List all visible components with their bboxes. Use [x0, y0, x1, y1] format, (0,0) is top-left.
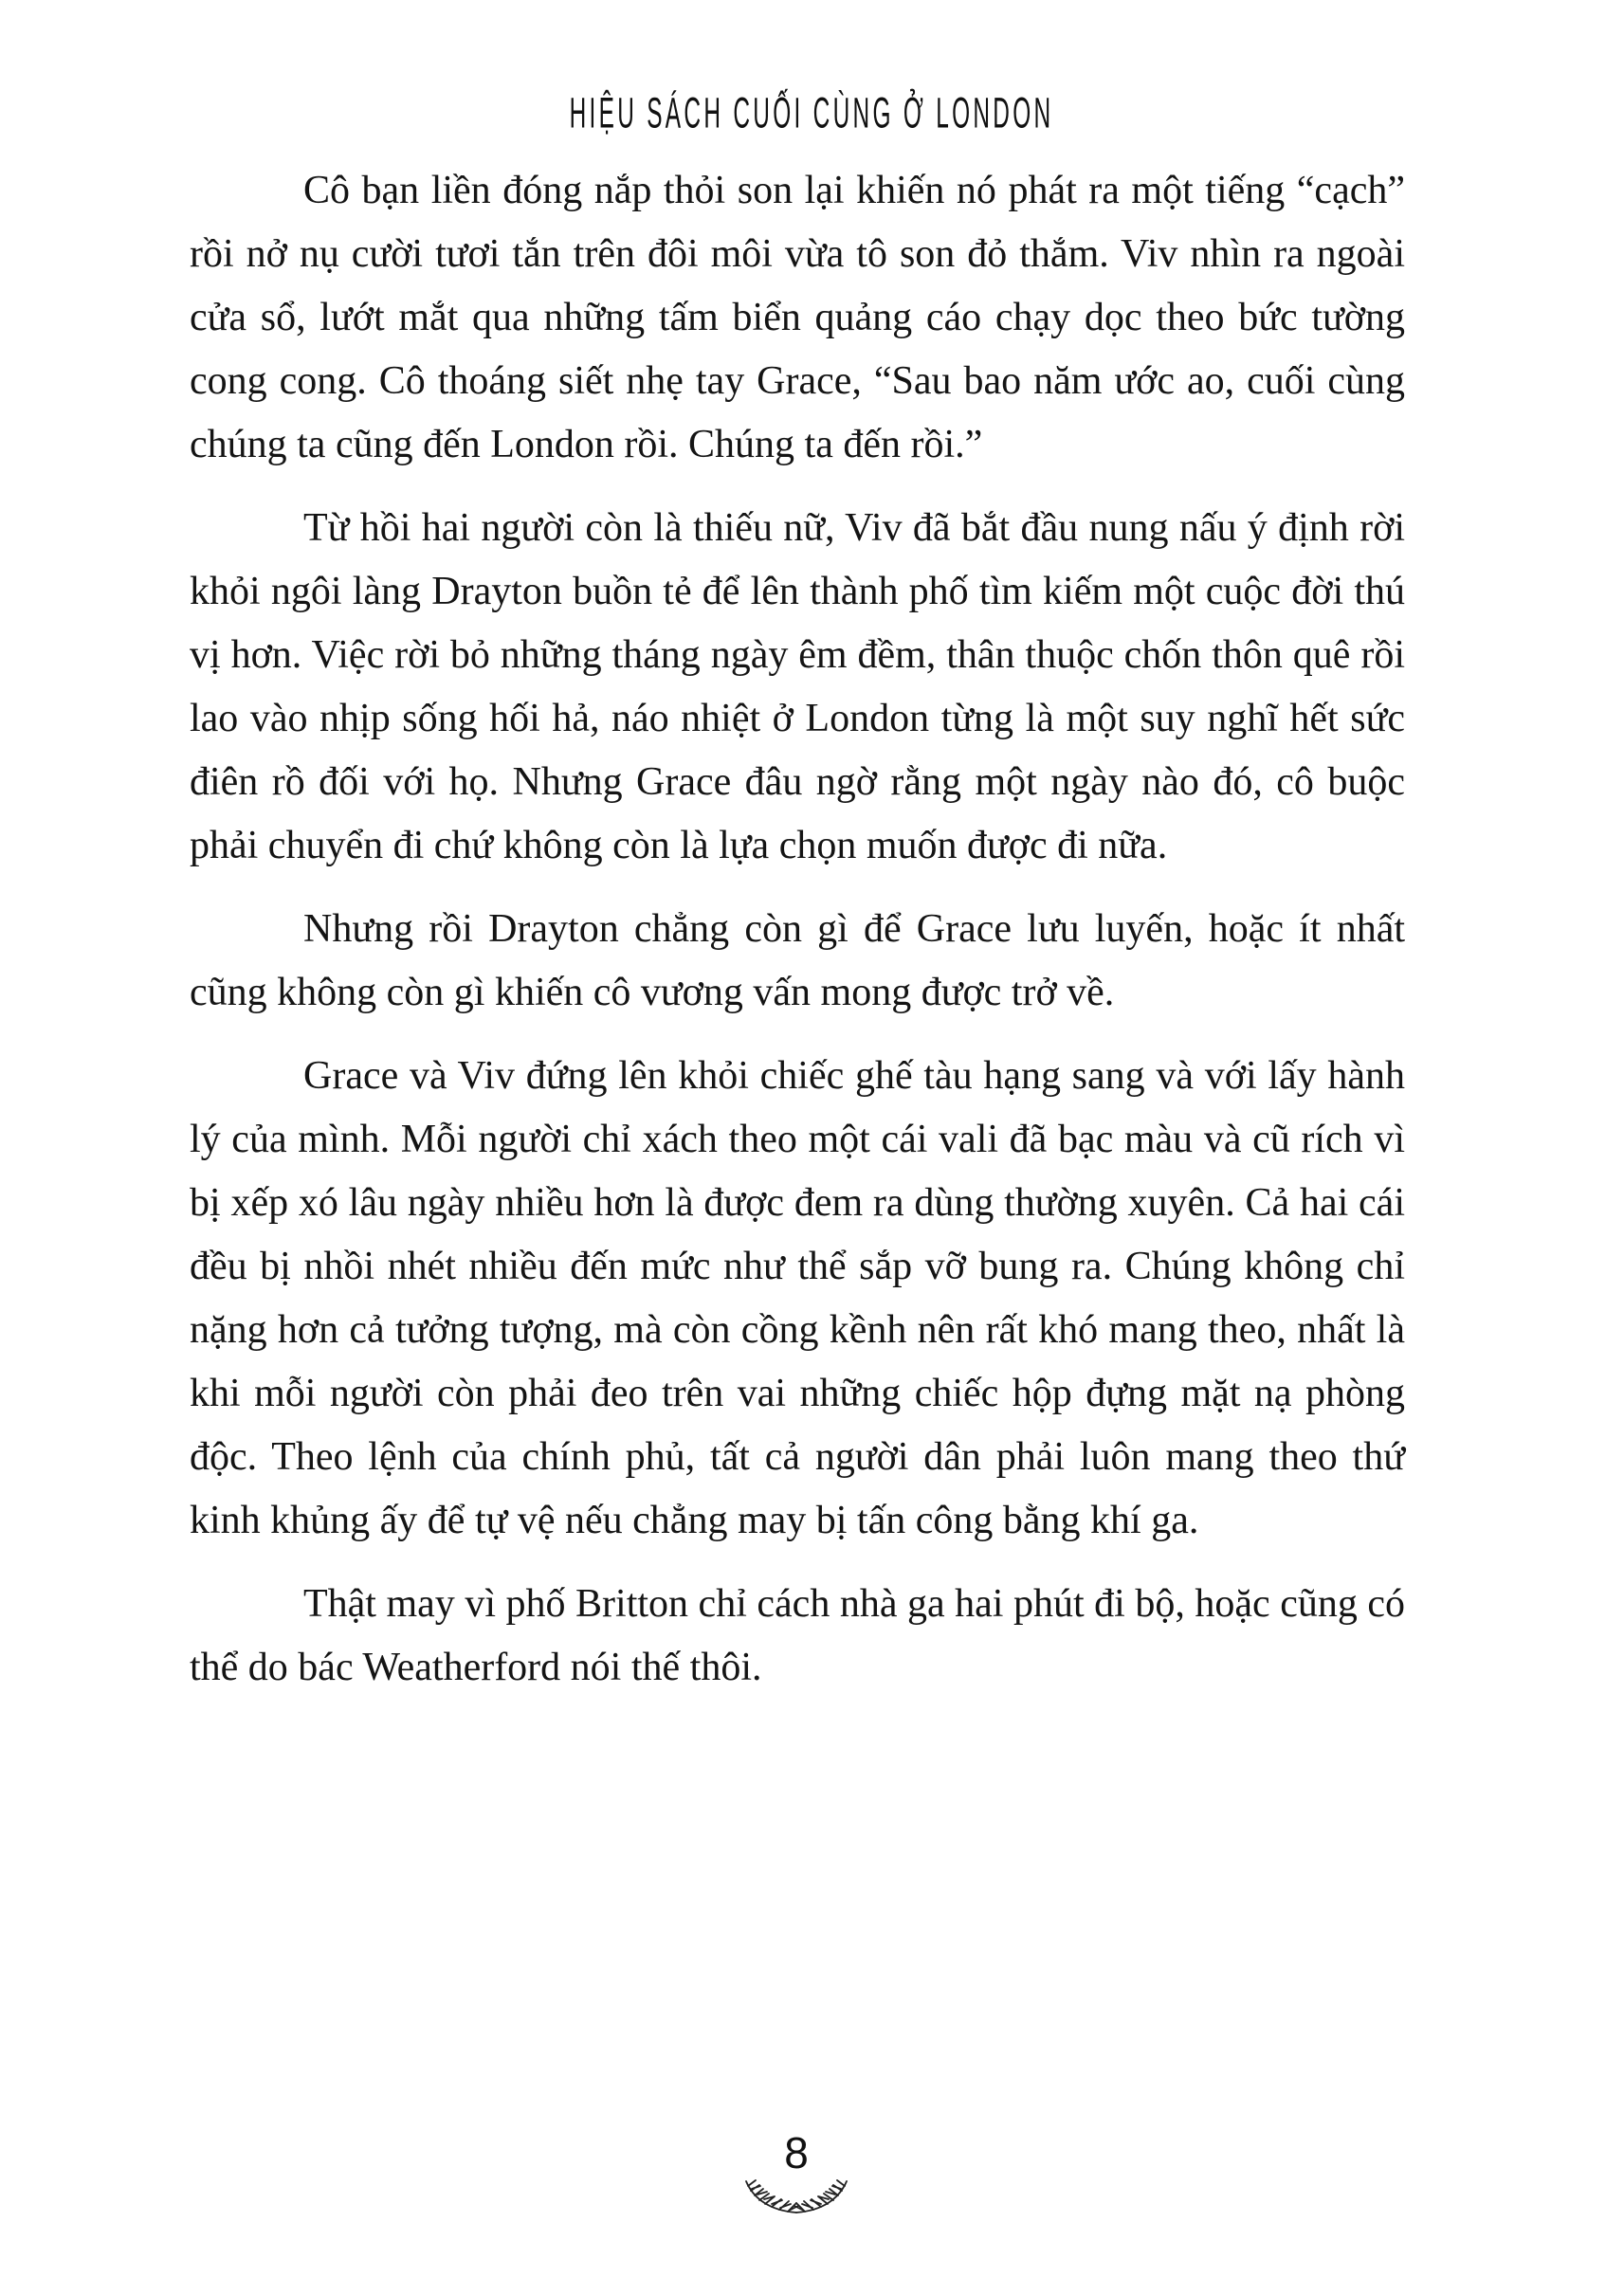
- running-header-title: HIỆU SÁCH CUỐI CÙNG Ở LONDON: [570, 89, 1054, 137]
- page-footer: [190, 2128, 1403, 2218]
- paragraph-5: Thật may vì phố Britton chỉ cách nhà ga hai phút đi bộ, hoặc cũng có thể do bác Weatherford nói thế thôi.: [190, 1582, 1405, 1689]
- page-number: 8: [784, 2128, 809, 2177]
- running-header: [0, 89, 1624, 137]
- paragraph-1: Cô bạn liền đóng nắp thỏi son lại khiến nó phát ra một tiếng “cạch” rồi nở nụ cười tươi tắn trên đôi môi vừa tô son đỏ thắm. Viv nhìn ra ngoài cửa sổ, lướt mắt qua những tấm biển quảng cáo chạy dọc theo bức tường cong cong. Cô thoáng siết nhẹ tay Grace, “Sau bao năm ước ao, cuối cùng chúng ta cũng đến London rồi. Chúng ta đến rồi.”: [190, 169, 1405, 466]
- paragraph-3: Nhưng rồi Drayton chẳng còn gì để Grace lưu luyến, hoặc ít nhất cũng không còn gì khiến cô vương vấn mong được trở về.: [190, 907, 1405, 1014]
- body-text: [190, 159, 1405, 1720]
- laurel-ornament-icon: [739, 2177, 853, 2218]
- paragraph-2: Từ hồi hai người còn là thiếu nữ, Viv đã bắt đầu nung nấu ý định rời khỏi ngôi làng Drayton buồn tẻ để lên thành phố tìm kiếm một cuộc đời thú vị hơn. Việc rời bỏ những tháng ngày êm đềm, thân thuộc chốn thôn quê rồi lao vào nhịp sống hối hả, náo nhiệt ở London từng là một suy nghĩ hết sức điên rồ đối với họ. Nhưng Grace đâu ngờ rằng một ngày nào đó, cô buộc phải chuyển đi chứ không còn là lựa chọn muốn được đi nữa.: [190, 506, 1405, 867]
- paragraph-4: Grace và Viv đứng lên khỏi chiếc ghế tàu hạng sang và với lấy hành lý của mình. Mỗi người chỉ xách theo một cái vali đã bạc màu và cũ rích vì bị xếp xó lâu ngày nhiều hơn là được đem ra dùng thường xuyên. Cả hai cái đều bị nhồi nhét nhiều đến mức như thể sắp vỡ bung ra. Chúng không chỉ nặng hơn cả tưởng tượng, mà còn cồng kềnh nên rất khó mang theo, nhất là khi mỗi người còn phải đeo trên vai những chiếc hộp đựng mặt nạ phòng độc. Theo lệnh của chính phủ, tất cả người dân phải luôn mang theo thứ kinh khủng ấy để tự vệ nếu chẳng may bị tấn công bằng khí ga.: [190, 1054, 1405, 1542]
